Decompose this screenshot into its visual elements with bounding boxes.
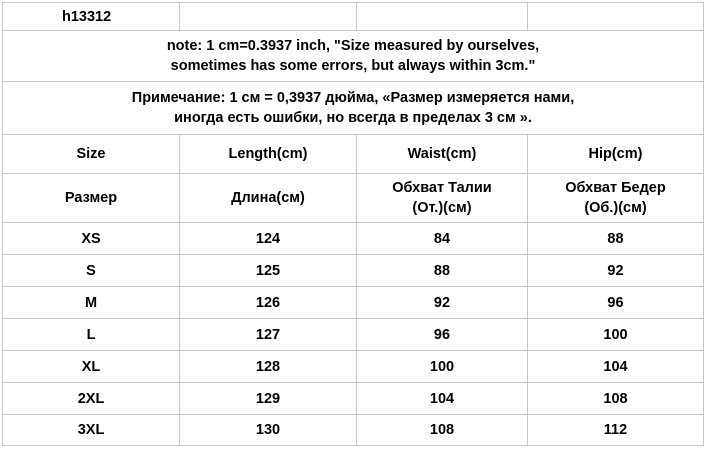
header-length-ru [180, 174, 357, 223]
header-hip-ru [528, 174, 704, 223]
product-code-row [3, 3, 704, 31]
length-cell: 129 [180, 383, 357, 415]
hip-cell: 100 [528, 319, 704, 351]
english-note [3, 31, 704, 82]
waist-cell: 84 [357, 223, 528, 255]
size-cell: S [3, 255, 180, 287]
hip-cell: 104 [528, 351, 704, 383]
length-cell: 127 [180, 319, 357, 351]
waist-cell: 92 [357, 287, 528, 319]
russian-header-row [3, 174, 704, 223]
empty-cell [528, 3, 704, 31]
waist-cell: 100 [357, 351, 528, 383]
product-code: h13312 [3, 3, 180, 31]
header-waist-ru [357, 174, 528, 223]
length-cell: 125 [180, 255, 357, 287]
table-row [3, 255, 704, 287]
english-note-line-1: note: 1 cm=0.3937 inch, "Size measured by ourselves, [166, 38, 540, 54]
header-size-ru [3, 174, 180, 223]
length-cell: 128 [180, 351, 357, 383]
header-waist-ru-line-2: (От.)(см) [412, 200, 472, 216]
size-cell: 2XL [3, 383, 180, 415]
length-cell: 124 [180, 223, 357, 255]
table-row [3, 319, 704, 351]
waist-cell: 96 [357, 319, 528, 351]
hip-cell: 92 [528, 255, 704, 287]
english-note-row [3, 31, 704, 82]
size-chart-table [2, 2, 704, 446]
empty-cell [180, 3, 357, 31]
table-row [3, 351, 704, 383]
length-cell: 126 [180, 287, 357, 319]
size-cell: M [3, 287, 180, 319]
empty-cell [357, 3, 528, 31]
header-waist-ru-line-1: Обхват Талии [392, 180, 492, 196]
hip-cell: 112 [528, 415, 704, 446]
table-row [3, 415, 704, 446]
size-cell: XL [3, 351, 180, 383]
russian-note-row [3, 82, 704, 135]
hip-cell: 88 [528, 223, 704, 255]
russian-note-line-2: иногда есть ошибки, но всегда в пределах 3 см ». [174, 110, 532, 126]
russian-note [3, 82, 704, 135]
hip-cell: 96 [528, 287, 704, 319]
waist-cell: 108 [357, 415, 528, 446]
table-row [3, 383, 704, 415]
size-cell: 3XL [3, 415, 180, 446]
length-cell: 130 [180, 415, 357, 446]
english-header-row [3, 135, 704, 174]
header-size-ru-label: Размер [64, 190, 118, 206]
russian-note-line-1: Примечание: 1 см = 0,3937 дюйма, «Размер измеряется нами, [131, 90, 575, 106]
header-length: Length(cm) [180, 135, 357, 174]
header-hip-ru-line-2: (Об.)(см) [584, 200, 647, 216]
header-waist: Waist(cm) [357, 135, 528, 174]
waist-cell: 104 [357, 383, 528, 415]
header-size: Size [3, 135, 180, 174]
header-hip: Hip(cm) [528, 135, 704, 174]
size-cell: XS [3, 223, 180, 255]
waist-cell: 88 [357, 255, 528, 287]
table-row [3, 223, 704, 255]
header-length-ru-label: Длина(см) [231, 190, 305, 206]
hip-cell: 108 [528, 383, 704, 415]
header-hip-ru-line-1: Обхват Бедер [565, 180, 666, 196]
size-cell: L [3, 319, 180, 351]
english-note-line-2: sometimes has some errors, but always within 3cm." [170, 58, 536, 74]
table-row [3, 287, 704, 319]
